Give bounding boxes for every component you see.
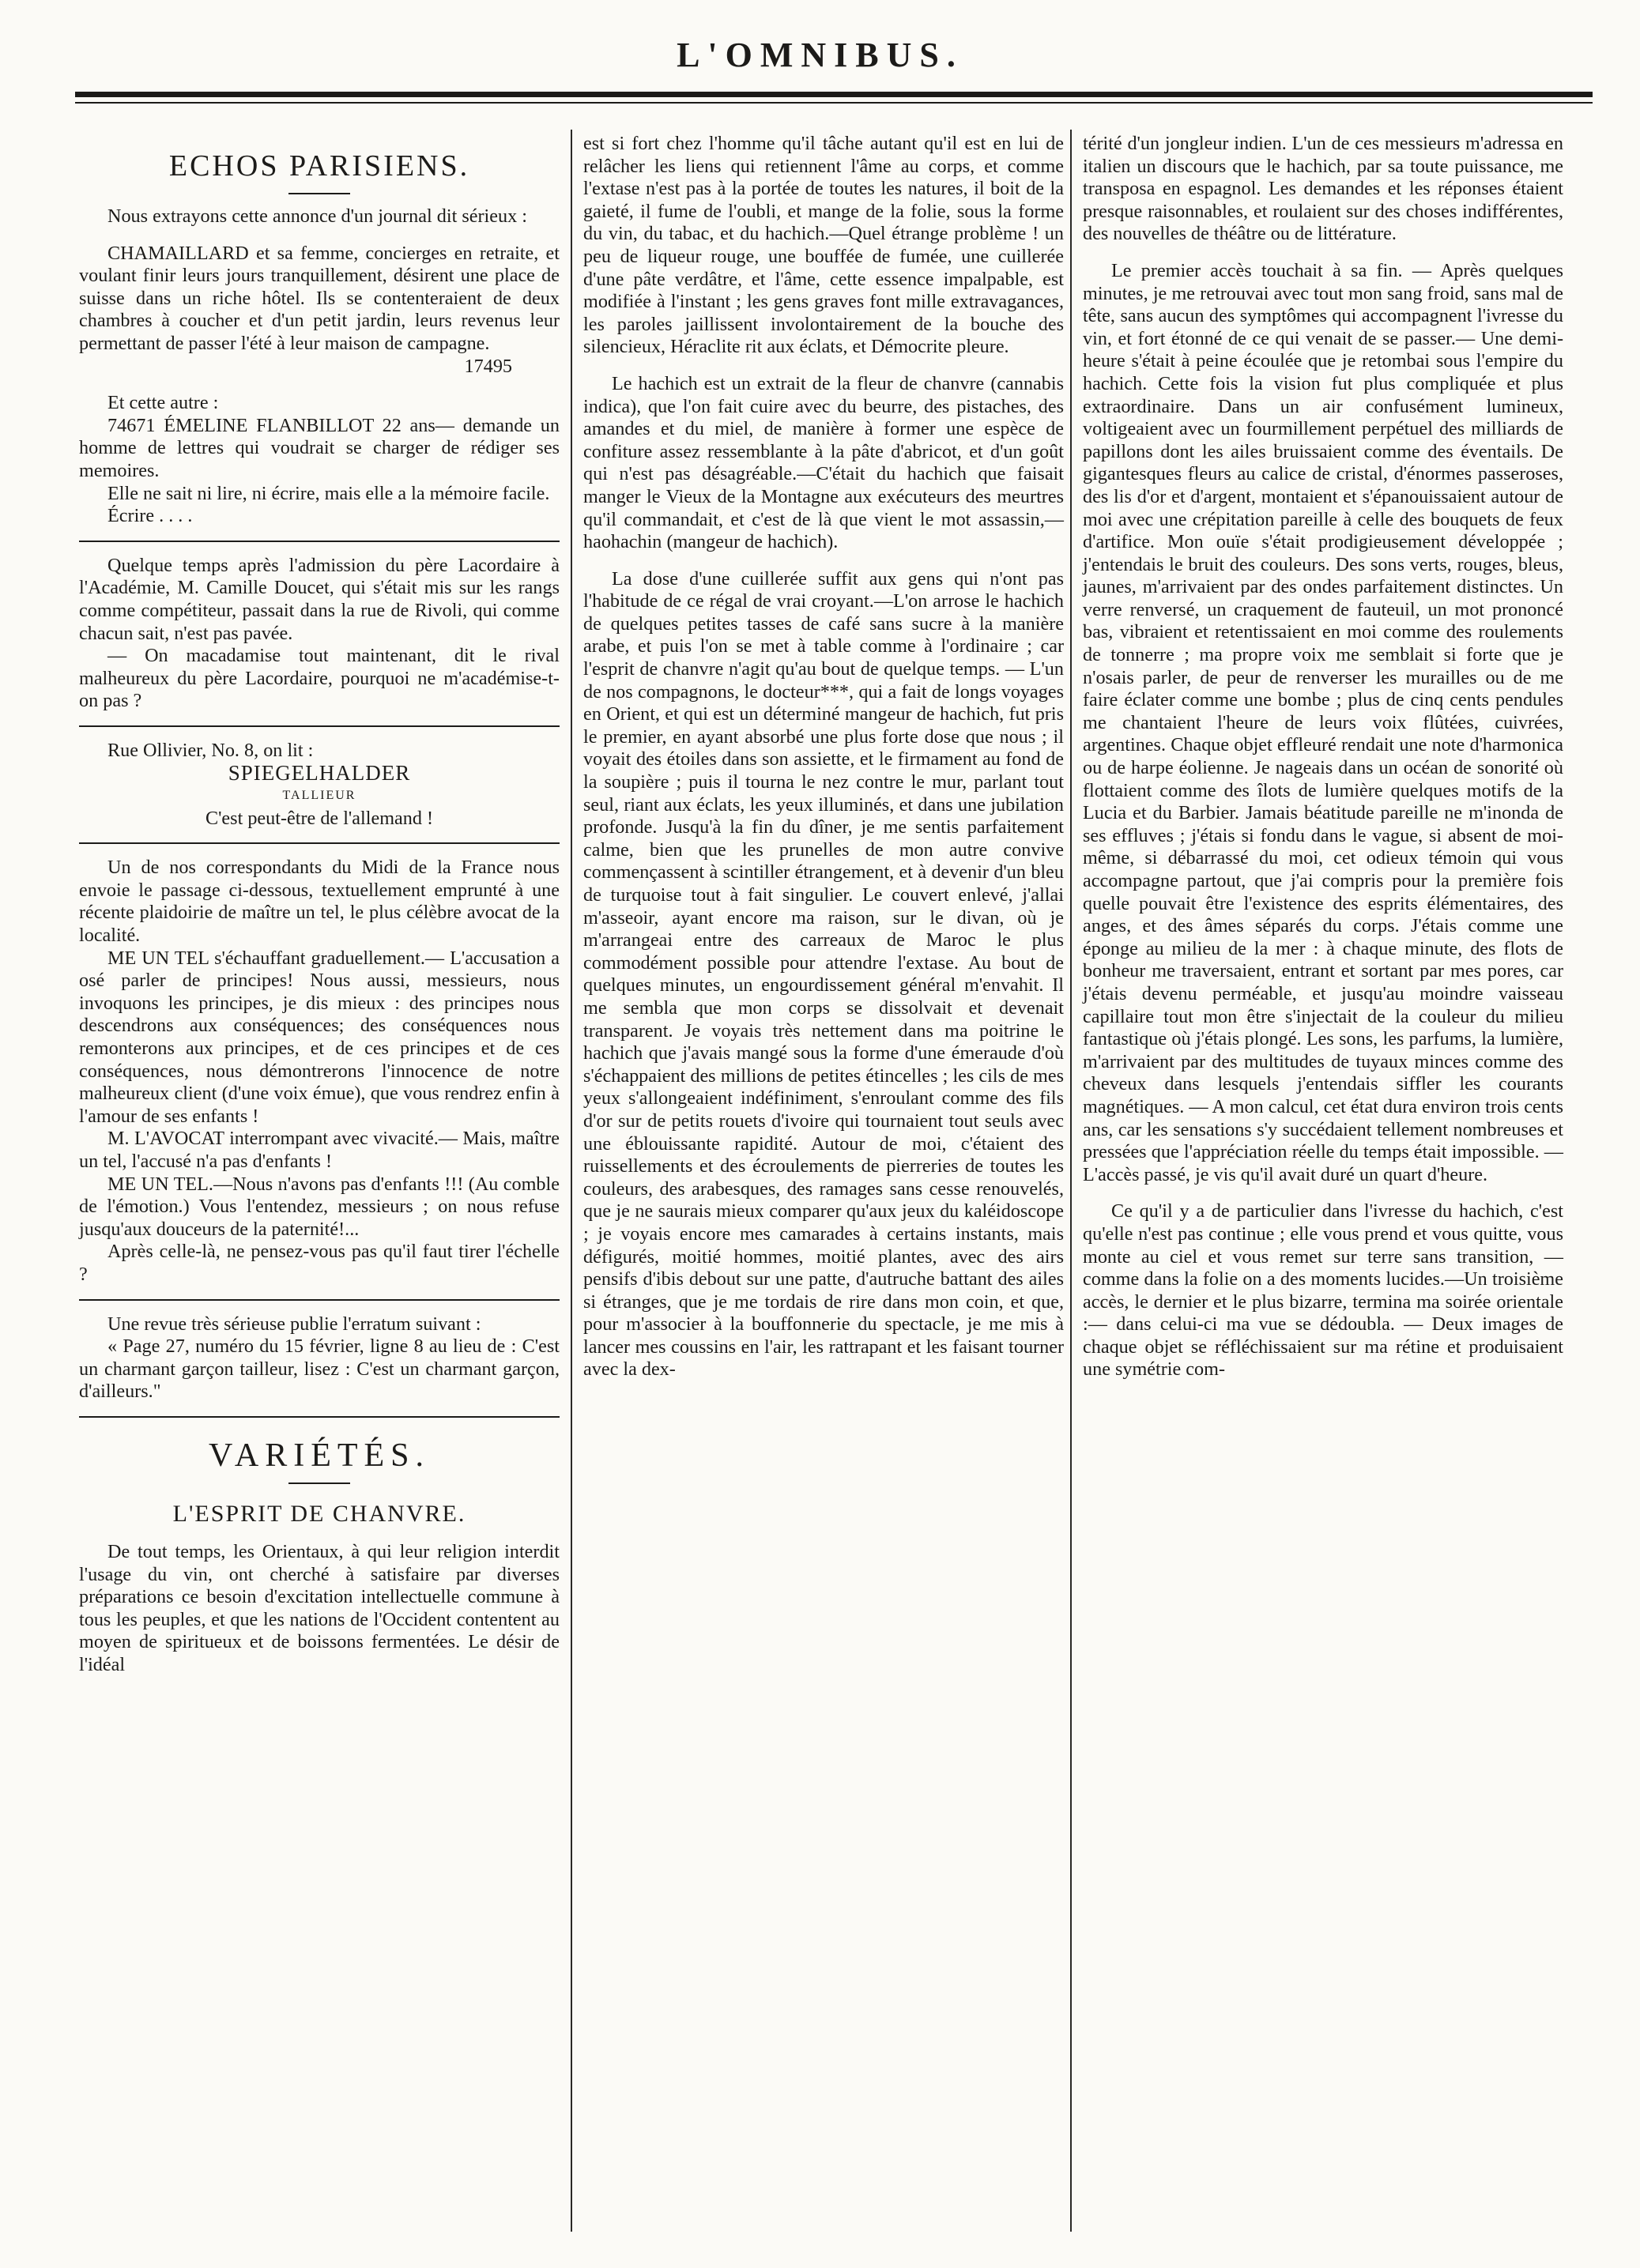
article-paragraph: Quelque temps après l'admission du père Lacordaire à l'Académie, M. Camille Doucet, qui s'était mis sur les rangs comme compétiteur, passait dans la rue de Rivoli, qui comme chacun sait, n'est pas pavée. (79, 554, 560, 644)
article-title: L'ESPRIT DE CHANVRE. (172, 1500, 466, 1527)
masthead-rule-thin (75, 102, 1593, 104)
article-paragraph: est si fort chez l'homme qu'il tâche autant qu'il est en lui de relâcher les liens qui retiennent l'âme au corps, et comme l'extase n'est pas à la portée de toutes les natures, il boit de la gaieté, il fume de l'oubli, et mange de la folie, sous la forme du vin, du tabac, et du hachich.—Quel étrange problème ! un peu de liqueur rouge, une bouffée de fumée, une cuillerée d'une pâte verdâtre, et l'âme, cette essence impalpable, est modifiée à l'instant ; les gens graves font mille extravagances, les paroles jaillissent involontairement de la bouche des silencieux, Héraclite rit aux éclats, et Démocrite pleure. (583, 133, 1064, 358)
article-paragraph: CHAMAILLARD et sa femme, concierges en retraite, et voulant finir leurs jours tranquillement, désirent une place de suisse dans un riche hôtel. Ils se contenteraient de deux chambres à coucher et d'un petit jardin, leurs revenus leur permettant de passer l'été à leur maison de campagne. (79, 242, 560, 354)
article-paragraph: Le premier accès touchait à sa fin. — Après quelques minutes, je me retrouvai avec tout mon sang froid, sans mal de tête, sans aucun des symptômes qui accompagnent l'ivresse du vin, et fort étonné de ce qui venait de se passer.— Une demi-heure s'était à peine écoulée que je retombai sous l'empire du hachich. Cette fois la vision fut plus compliquée et plus extraordinaire. Dans un air confusément lumineux, voltigeaient avec un fourmillement perpétuel des milliards de papillons dont les ailes bruissaient comme des éventails. De gigantesques fleurs au calice de cristal, d'énormes passeroses, des lis d'or et d'argent, montaient et s'épanouissaient autour de moi avec une crépitation pareille à celle des bouquets de feux d'artifice. Mon ouïe s'était prodigieusement développée ; j'entendais le bruit des couleurs. Des sons verts, rouges, bleus, jaunes, m'arrivaient par des ondes parfaitement distinctes. Un verre renversé, un craquement de fauteuil, un mot prononcé bas, vibraient et retentissaient en moi comme des roulements de tonnerre ; ma propre voix me semblait si forte que je n'osais parler, de peur de renverser les murailles ou de me faire éclater comme une bombe ; plus de cinq cents pendules me chantaient l'heure de leurs voix flûtées, cuivrées, argentines. Chaque objet effleuré rendait une note d'harmonica ou de harpe éolienne. Je nageais dans un océan de sonorité où flottaient comme des îlots de lumière quelques motifs de la Lucia et du Barbier. Jamais béatitude pareille ne m'inonda de ses effluves ; j'étais si fondu dans le vague, si absent de moi-même, si débarrassé du moi, cet odieux témoin qui vous accompagne partout, que j'ai compris pour la première fois quelle pouvait être l'existence des esprits élémentaires, des anges, et des âmes séparés du corps. J'étais comme une éponge au milieu de la mer : à chaque minute, des flots de bonheur me traversaient, entrant et sortant par mes pores, car j'étais devenu perméable, et jusqu'au moindre vaisseau capillaire tout mon être s'injectait de la couleur du milieu fantastique où j'étais plongé. Les sons, les parfums, la lumière, m'arrivaient par des multitudes de tuyaux minces comme des cheveux dans lesquels j'entendais siffler les courants magnétiques. — A mon calcul, cet état dura environ trois cents ans, car les sensations s'y succédaient tellement nombreuses et pressées que l'appréciation réelle du temps était impossible. — L'accès passé, je vis qu'il avait duré un quart d'heure. (1083, 259, 1563, 1185)
article-paragraph: De tout temps, les Orientaux, à qui leur religion interdit l'usage du vin, ont cherché à satisfaire par diverses préparations ce besoin d'excitation intellectuelle commune à tous les peuples, et que les nations de l'Occident contentent au moyen de spiritueux et de boissons fermentées. Le désir de l'idéal (79, 1540, 560, 1675)
column-2 (583, 133, 1064, 1381)
item-separator (79, 1416, 560, 1418)
item-separator (79, 541, 560, 542)
sign-trade: TALLIEUR (282, 789, 356, 803)
item-separator (79, 1299, 560, 1301)
article-paragraph: C'est peut-être de l'allemand ! (205, 807, 434, 829)
section-heading-varietes: VARIÉTÉS. (208, 1437, 431, 1474)
article-paragraph: Le hachich est un extrait de la fleur de chanvre (cannabis indica), que l'on fait cuire avec du beurre, des pistaches, des amandes et du miel, de manière à former une espèce de confiture assez ressemblante à la pâte d'abricot, et d'un goût qui n'est pas désagréable.—C'était du hachich que faisait manger le Vieux de la Montagne aux exécuteurs des meurtres qu'il commandait, et c'est de là que vient le mot assassin,—haohachin (mangeur de hachich). (583, 372, 1064, 553)
article-paragraph: Après celle-là, ne pensez-vous pas qu'il faut tirer l'échelle ? (79, 1241, 560, 1285)
article-paragraph: — On macadamise tout maintenant, dit le rival malheureux du père Lacordaire, pourquoi ne m'académise-t-on pas ? (79, 645, 560, 712)
item-separator (79, 842, 560, 844)
heading-rule (288, 193, 350, 194)
masthead-title: L'OMNIBUS. (677, 36, 963, 74)
ad-number: 17495 (464, 355, 512, 377)
article-paragraph: « Page 27, numéro du 15 février, ligne 8 au lieu de : C'est un charmant garçon tailleur, lisez : C'est un charmant garçon, d'ailleurs." (79, 1336, 560, 1403)
article-paragraph: Écrire . . . . (107, 505, 193, 527)
article-paragraph: Un de nos correspondants du Midi de la France nous envoie le passage ci-dessous, textuellement emprunté à une récente plaidoirie de maître un tel, le plus célèbre avocat de la localité. (79, 857, 560, 947)
sign-name: SPIEGELHALDER (228, 761, 411, 786)
column-divider (1070, 130, 1072, 2232)
column-1 (79, 133, 560, 1676)
article-paragraph: Une revue très sérieuse publie l'erratum suivant : (107, 1313, 481, 1335)
article-paragraph: Rue Ollivier, No. 8, on lit : (107, 739, 314, 761)
article-paragraph: Et cette autre : (107, 392, 219, 414)
masthead-rule (75, 92, 1593, 97)
column-3 (1083, 133, 1563, 1381)
article-paragraph: térité d'un jongleur indien. L'un de ces messieurs m'adressa en italien un discours que le hachich, par sa toute puissance, me transposa en espagnol. Les demandes et les réponses étaient presque raisonnables, et roulaient sur des choses indifférentes, des nouvelles de théâtre ou de littérature. (1083, 133, 1563, 245)
article-paragraph: Ce qu'il y a de particulier dans l'ivresse du hachich, c'est qu'elle n'est pas continue ; elle vous prend et vous quitte, vous monte au ciel et vous remet sur terre sans transition, — comme dans la folie on a des moments lucides.—Un troisième accès, le dernier et le plus bizarre, termina ma soirée orientale :— dans celui-ci ma vue se dédoubla. — Deux images de chaque objet se réfléchissaient sur ma rétine et produisaient une symétrie com- (1083, 1200, 1563, 1381)
article-paragraph: 74671 ÉMELINE FLANBILLOT 22 ans— demande un homme de lettres qui voudrait se charger de rédiger ses memoires. (79, 414, 560, 481)
article-paragraph: La dose d'une cuillerée suffit aux gens qui n'ont pas l'habitude de ce régal de vrai croyant.—L'on arrose le hachich de quelques petites tasses de café sans sucre à la manière arabe, et puis l'on se met à table comme à l'ordinaire ; car l'esprit de chanvre n'agit qu'au bout de quelque temps. — L'un de nos compagnons, le docteur***, qui a fait de longs voyages en Orient, et qui est un déterminé mangeur de hachich, fut pris le premier, en ayant absorbé une plus forte dose que nous ; il voyait des étoiles dans son assiette, et le firmament au fond de la soupière ; puis il tourna le nez contre le mur, parlant tout seul, riant aux éclats, les yeux illuminés, et dans une jubilation profonde. Jusqu'à la fin du dîner, je me sentis parfaitement calme, bien que les prunelles de mon autre convive commençassent à scintiller étrangement, et à devenir d'un bleu de turquoise tout à fait singulier. Le couvert enlevé, j'allai m'asseoir, ayant encore ma raison, sur le divan, où je m'arrangeai entre des carreaux de Maroc le plus commodément possible pour attendre l'extase. Au bout de quelques minutes, un engourdissement général m'envahit. Il me sembla que mon corps se dissolvait et devenait transparent. Je voyais très nettement dans ma poitrine le hachich que j'avais mangé sous la forme d'une émeraude d'où s'échappaient des millions de petites étincelles ; les cils de mes yeux s'allongeaient indéfiniment, s'enroulant comme des fils d'or sur de petits rouets d'ivoire qui tournaient tout seuls avec une éblouissante rapidité. Autour de moi, c'étaient des ruissellements et des écroulements de pierreries de toutes les couleurs, des arabesques, des ramages sans cesse renouvelés, que je ne saurais mieux comparer qu'aux jeux du kaléidoscope ; je voyais encore mes camarades à certains instants, mais défigurés, moitié hommes, moitié plantes, avec des airs pensifs d'ibis debout sur une patte, d'autruche battant des ailes si étranges, que je me tordais de rire dans mon coin, et que, pour m'associer à la bouffonnerie du spectacle, je me mis à lancer mes coussins en l'air, les rattrapant et les faisant tourner avec la dex- (583, 567, 1064, 1381)
article-paragraph: M. L'AVOCAT interrompant avec vivacité.— Mais, maître un tel, l'accusé n'a pas d'enfants ! (79, 1128, 560, 1172)
section-heading-echos: ECHOS PARISIENS. (168, 149, 470, 183)
item-separator (79, 725, 560, 727)
column-divider (571, 130, 572, 2232)
article-paragraph: ME UN TEL.—Nous n'avons pas d'enfants !!! (Au comble de l'émotion.) Vous l'entendez, messieurs ; on nous refuse jusqu'aux douceurs de la paternité!... (79, 1173, 560, 1240)
article-paragraph: Nous extrayons cette annonce d'un journal dit sérieux : (107, 205, 527, 227)
article-paragraph: ME UN TEL s'échauffant graduellement.— L'accusation a osé parler de principes! Nous aussi, messieurs, nous invoquons les principes, je dis mieux : des principes nous descendrons aux conséquences; des conséquences nous remonterons aux principes, et de ces principes et de ces conséquences, nous démontrerons l'innocence de notre malheureux client (d'une voix émue), que vous rendrez enfin à l'amour de ses enfants ! (79, 947, 560, 1127)
heading-rule (288, 1482, 350, 1484)
article-paragraph: Elle ne sait ni lire, ni écrire, mais elle a la mémoire facile. (107, 482, 550, 504)
